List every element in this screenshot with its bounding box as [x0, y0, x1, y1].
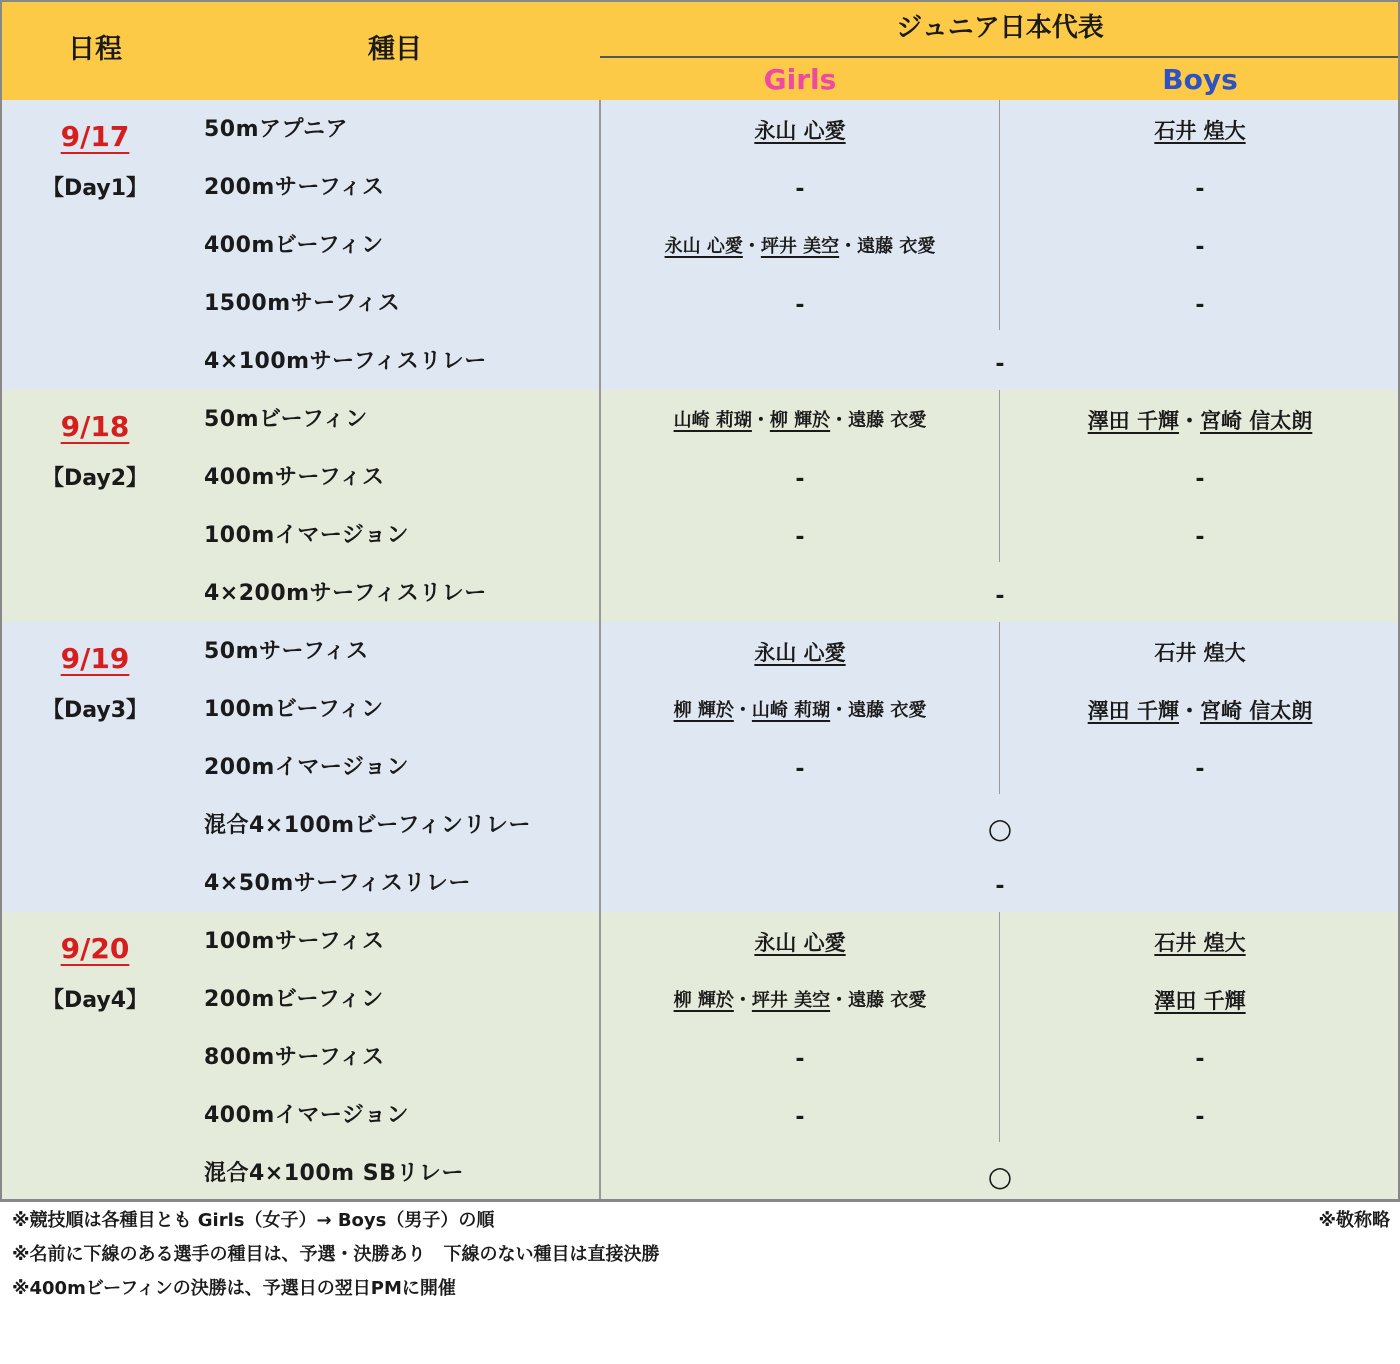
- girls-entry: [600, 691, 1000, 731]
- day-label: 【Day2】: [41, 466, 149, 491]
- day-date: 9/19: [60, 642, 130, 675]
- no-entry-dash: -: [1195, 757, 1205, 782]
- event-name: 800mサーフィス: [204, 1045, 385, 1070]
- athlete-name: 永山 心愛: [754, 119, 846, 143]
- footnote: ※400mビーフィンの決勝は、予選日の翌日PMに開催: [12, 1278, 456, 1299]
- day-label: 【Day4】: [41, 988, 149, 1013]
- name-separator: ・: [830, 990, 849, 1011]
- athlete-name: 宮崎 信太朗: [1200, 409, 1313, 433]
- event-name: 混合4×100mビーフィンリレー: [204, 813, 531, 838]
- event-name: 100mサーフィス: [204, 929, 385, 954]
- boys-entry: [1000, 923, 1400, 963]
- athlete-name: 永山 心愛: [754, 931, 846, 955]
- girls-entry: [600, 1097, 1000, 1137]
- no-entry-dash: -: [1195, 1105, 1205, 1130]
- athlete-name: 石井 煌大: [1154, 119, 1246, 143]
- boys-entry: [1000, 459, 1400, 499]
- header-event: 種目: [368, 34, 422, 65]
- relay-dash: -: [995, 584, 1005, 609]
- day-label: 【Day3】: [41, 698, 149, 723]
- boys-entry: [1000, 169, 1400, 209]
- event-name: 400mイマージョン: [204, 1103, 409, 1128]
- event-name: 4×50mサーフィスリレー: [204, 871, 471, 896]
- no-entry-dash: -: [795, 757, 805, 782]
- athlete-name: 柳 輝於: [673, 990, 734, 1011]
- no-entry-dash: -: [795, 467, 805, 492]
- no-entry-dash: -: [795, 1105, 805, 1130]
- no-entry-dash: -: [1195, 177, 1205, 202]
- athlete-name: 澤田 千輝: [1154, 989, 1246, 1013]
- athlete-name: 永山 心愛: [664, 236, 743, 257]
- boys-entry: [1000, 691, 1400, 731]
- header-girls: Girls: [763, 63, 837, 96]
- athlete-name: 遠藤 衣愛: [848, 700, 927, 721]
- athlete-name: 永山 心愛: [754, 641, 846, 665]
- event-name: 100mビーフィン: [204, 697, 384, 722]
- athlete-name: 坪井 美空: [751, 990, 831, 1011]
- girls-entry: [600, 749, 1000, 789]
- athlete-name: 澤田 千輝: [1087, 699, 1179, 723]
- footnote: ※競技順は各種目とも Girls（女子）→ Boys（男子）の順: [12, 1210, 495, 1231]
- day-date: 9/17: [60, 120, 130, 153]
- event-name: 4×200mサーフィスリレー: [204, 581, 487, 606]
- header-date: 日程: [68, 34, 122, 65]
- boys-entry: [1000, 401, 1400, 441]
- no-entry-dash: -: [795, 293, 805, 318]
- day-label: 【Day1】: [41, 176, 149, 201]
- event-name: 50mアプニア: [204, 117, 348, 142]
- athlete-name: 石井 煌大: [1154, 931, 1246, 955]
- relay-dash: -: [995, 874, 1005, 899]
- relay-dash: -: [995, 352, 1005, 377]
- name-separator: ・: [751, 410, 770, 431]
- girls-boys-divider: [999, 622, 1000, 794]
- no-entry-dash: -: [1195, 1047, 1205, 1072]
- name-separator: ・: [733, 700, 752, 721]
- athlete-name: 宮崎 信太朗: [1200, 699, 1313, 723]
- athlete-name: 坪井 美空: [760, 236, 840, 257]
- girls-entry: [600, 169, 1000, 209]
- girls-boys-divider: [999, 100, 1000, 330]
- name-separator: ・: [742, 236, 761, 257]
- girls-entry: [600, 285, 1000, 325]
- header-group: ジュニア日本代表: [896, 13, 1104, 43]
- mixed-relay-mark: ○: [987, 1160, 1013, 1193]
- athlete-name: 山崎 莉瑚: [673, 410, 752, 431]
- girls-entry: [600, 227, 1000, 267]
- athlete-name: 遠藤 衣愛: [848, 410, 927, 431]
- event-name: 400mサーフィス: [204, 465, 385, 490]
- header-boys: Boys: [1162, 63, 1238, 96]
- athlete-name: 澤田 千輝: [1087, 409, 1179, 433]
- mixed-relay-mark: ○: [987, 812, 1013, 845]
- athlete-name: 山崎 莉瑚: [751, 700, 831, 721]
- event-name: 4×100mサーフィスリレー: [204, 349, 487, 374]
- honorific-note: ※敬称略: [1318, 1210, 1390, 1231]
- girls-entry: [600, 517, 1000, 557]
- no-entry-dash: -: [1195, 467, 1205, 492]
- girls-entry: [600, 111, 1000, 151]
- athlete-name: 石井 煌大: [1154, 641, 1246, 665]
- event-name: 混合4×100m SBリレー: [204, 1161, 464, 1186]
- girls-boys-divider: [999, 390, 1000, 562]
- footnote: ※名前に下線のある選手の種目は、予選・決勝あり 下線のない種目は直接決勝: [12, 1244, 660, 1265]
- boys-entry: [1000, 1039, 1400, 1079]
- event-name: 200mイマージョン: [204, 755, 409, 780]
- athlete-name: 柳 輝於: [673, 700, 734, 721]
- girls-entry: [600, 981, 1000, 1021]
- no-entry-dash: -: [795, 1047, 805, 1072]
- girls-boys-divider: [999, 912, 1000, 1142]
- athlete-name: 遠藤 衣愛: [857, 236, 936, 257]
- event-name: 100mイマージョン: [204, 523, 409, 548]
- event-column-divider: [599, 100, 601, 1202]
- no-entry-dash: -: [1195, 293, 1205, 318]
- girls-entry: [600, 459, 1000, 499]
- no-entry-dash: -: [1195, 525, 1205, 550]
- no-entry-dash: -: [1195, 235, 1205, 260]
- boys-entry: [1000, 517, 1400, 557]
- boys-entry: [1000, 111, 1400, 151]
- day-date: 9/20: [60, 932, 130, 965]
- event-name: 1500mサーフィス: [204, 291, 401, 316]
- no-entry-dash: -: [795, 177, 805, 202]
- name-separator: ・: [733, 990, 752, 1011]
- no-entry-dash: -: [795, 525, 805, 550]
- girls-entry: [600, 923, 1000, 963]
- boys-entry: [1000, 633, 1400, 673]
- athlete-name: 遠藤 衣愛: [848, 990, 927, 1011]
- boys-entry: [1000, 981, 1400, 1021]
- header-divider: [600, 56, 1400, 58]
- boys-entry: [1000, 227, 1400, 267]
- name-separator: ・: [1179, 699, 1200, 723]
- boys-entry: [1000, 1097, 1400, 1137]
- event-name: 50mサーフィス: [204, 639, 369, 664]
- boys-entry: [1000, 285, 1400, 325]
- event-name: 200mサーフィス: [204, 175, 385, 200]
- event-name: 400mビーフィン: [204, 233, 384, 258]
- athlete-name: 柳 輝於: [769, 410, 831, 431]
- name-separator: ・: [839, 236, 858, 257]
- event-name: 50mビーフィン: [204, 407, 368, 432]
- girls-entry: [600, 401, 1000, 441]
- girls-entry: [600, 633, 1000, 673]
- girls-entry: [600, 1039, 1000, 1079]
- event-name: 200mビーフィン: [204, 987, 384, 1012]
- name-separator: ・: [830, 410, 849, 431]
- name-separator: ・: [830, 700, 849, 721]
- boys-entry: [1000, 749, 1400, 789]
- name-separator: ・: [1179, 409, 1200, 433]
- day-date: 9/18: [60, 410, 130, 443]
